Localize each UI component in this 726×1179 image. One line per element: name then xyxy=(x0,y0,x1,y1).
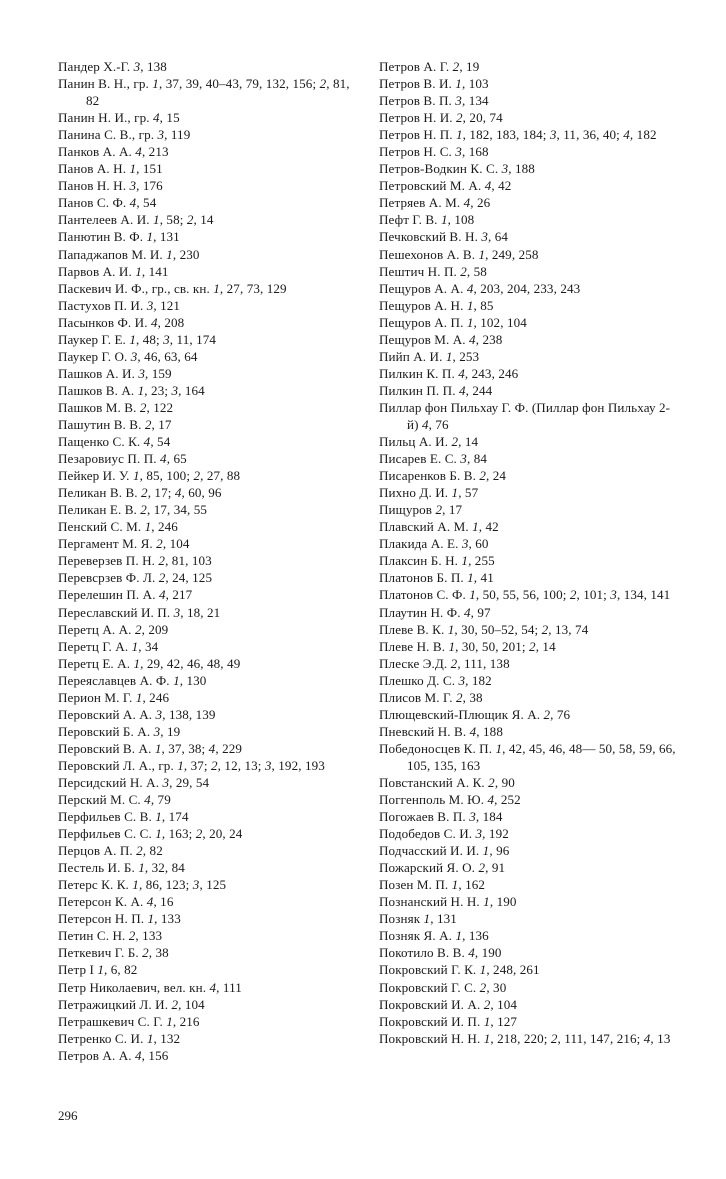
index-entry: Подобедов С. И. 3, 192 xyxy=(379,826,509,842)
index-entry: Перетц Г. А. 1, 34 xyxy=(58,638,159,654)
index-entry: Петин С. Н. 2, 133 xyxy=(58,928,163,944)
index-entry: Персидский Н. А. 3, 29, 54 xyxy=(58,774,210,790)
index-entry: Переславский И. П. 3, 18, 21 xyxy=(58,604,221,620)
index-entry: Парвов А. И. 1, 141 xyxy=(58,263,169,279)
index-entry: Пилкин П. П. 4, 244 xyxy=(379,382,493,398)
index-entry: Перетц А. А. 2, 209 xyxy=(58,621,169,637)
index-entry: Пашутин В. В. 2, 17 xyxy=(58,416,172,432)
index-columns xyxy=(58,58,678,1064)
index-entry: Плешко Д. С. 3, 182 xyxy=(379,672,492,688)
index-entry: Пилкин К. П. 4, 243, 246 xyxy=(379,365,519,381)
index-entry: Перовский В. А. 1, 37, 38; 4, 229 xyxy=(58,740,243,756)
index-entry: Позен М. П. 1, 162 xyxy=(379,877,486,893)
index-entry: Петровский М. А. 4, 42 xyxy=(379,178,512,194)
index-entry: Пихно Д. И. 1, 57 xyxy=(379,485,479,501)
index-entry: Переяславцев А. Ф. 1, 130 xyxy=(58,672,207,688)
index-entry: Покровский Г. К. 1, 248, 261 xyxy=(379,962,540,978)
index-entry: Позняк Я. А. 1, 136 xyxy=(379,928,489,944)
index-entry: Плаутин Н. Ф. 4, 97 xyxy=(379,604,491,620)
index-entry: Панин В. Н., гр. 1, 37, 39, 40–43, 79, 132, 156; 2, 81, 82 xyxy=(58,76,350,109)
index-entry: Пищуров 2, 17 xyxy=(379,502,463,518)
index-entry: Перовский Л. А., гр. 1, 37; 2, 12, 13; 3, 192, 193 xyxy=(58,757,325,773)
index-entry: Петкевич Г. Б. 2, 38 xyxy=(58,945,169,961)
index-entry: Погожаев В. П. 3, 184 xyxy=(379,809,503,825)
index-entry: Петерс К. К. 1, 86, 123; 3, 125 xyxy=(58,877,227,893)
index-entry: Петр Николаевич, вел. кн. 4, 111 xyxy=(58,979,242,995)
index-entry: Петров Н. С. 3, 168 xyxy=(379,144,489,160)
index-entry: Петерсон Н. П. 1, 133 xyxy=(58,911,181,927)
index-entry: Плеске Э.Д. 2, 111, 138 xyxy=(379,655,510,671)
index-entry: Петерсон К. А. 4, 16 xyxy=(58,894,174,910)
page-number: 296 xyxy=(58,1108,78,1123)
index-entry: Пандер Х.-Г. 3, 138 xyxy=(58,59,167,74)
index-entry: Паскевич И. Ф., гр., св. кн. 1, 27, 73, 129 xyxy=(58,280,287,296)
index-entry: Плющевский-Плющик Я. А. 2, 76 xyxy=(379,706,571,722)
index-entry: Пийп А. И. 1, 253 xyxy=(379,348,480,364)
index-entry: Перевсрзев Ф. Л. 2, 24, 125 xyxy=(58,570,213,586)
index-entry: Пападжапов М. И. 1, 230 xyxy=(58,246,200,262)
index-entry: Паукер Г. Е. 1, 48; 3, 11, 174 xyxy=(58,331,217,347)
index-entry: Переверзев П. Н. 2, 81, 103 xyxy=(58,553,212,569)
index-entry: Пенский С. М. 1, 246 xyxy=(58,519,178,535)
index-entry: Писарев Е. С. 3, 84 xyxy=(379,451,487,467)
index-entry: Плаксин Б. Н. 1, 255 xyxy=(379,553,495,569)
index-entry: Плисов М. Г. 2, 38 xyxy=(379,689,483,705)
index-entry: Пантелеев А. И. 1, 58; 2, 14 xyxy=(58,212,214,228)
index-entry: Перетц Е. А. 1, 29, 42, 46, 48, 49 xyxy=(58,655,241,671)
index-entry: Позняк 1, 131 xyxy=(379,911,457,927)
index-column-left xyxy=(58,58,357,1064)
index-entry: Перелешин П. А. 4, 217 xyxy=(58,587,193,603)
index-entry: Петров В. П. 3, 134 xyxy=(379,93,489,109)
index-entry: Покровский И. А. 2, 104 xyxy=(379,996,518,1012)
index-entry: Перский М. С. 4, 79 xyxy=(58,792,171,808)
index-entry: Поггенполь М. Ю. 4, 252 xyxy=(379,792,521,808)
index-entry: Панина С. В., гр. 3, 119 xyxy=(58,127,191,143)
index-entry: Петров В. И. 1, 103 xyxy=(379,76,489,92)
index-entry: Паукер Г. О. 3, 46, 63, 64 xyxy=(58,348,198,364)
index-entry: Панютин В. Ф. 1, 131 xyxy=(58,229,180,245)
index-entry: Плеве Н. В. 1, 30, 50, 201; 2, 14 xyxy=(379,638,556,654)
index-entry: Покровский Г. С. 2, 30 xyxy=(379,979,507,995)
index-entry: Панин Н. И., гр. 4, 15 xyxy=(58,110,180,126)
index-entry: Пасынков Ф. И. 4, 208 xyxy=(58,314,185,330)
index-entry: Пашков В. А. 1, 23; 3, 164 xyxy=(58,382,205,398)
index-entry: Пожарский Я. О. 2, 91 xyxy=(379,860,506,876)
index-entry: Покровский Н. Н. 1, 218, 220; 2, 111, 147, 216; 4, 13 xyxy=(379,1030,671,1046)
index-entry: Петров-Водкин К. С. 3, 188 xyxy=(379,161,535,177)
index-entry: Победоносцев К. П. 1, 42, 45, 46, 48— 50, 58, 59, 66, 105, 135, 163 xyxy=(379,740,676,773)
index-entry: Петряев А. М. 4, 26 xyxy=(379,195,491,211)
index-entry: Перовский А. А. 3, 138, 139 xyxy=(58,706,216,722)
index-entry: Пастухов П. И. 3, 121 xyxy=(58,297,181,313)
index-entry: Пестель И. Б. 1, 32, 84 xyxy=(58,860,185,876)
index-entry: Пейкер И. У. 1, 85, 100; 2, 27, 88 xyxy=(58,468,241,484)
index-entry: Покотило В. В. 4, 190 xyxy=(379,945,502,961)
index-entry: Пещуров А. П. 1, 102, 104 xyxy=(379,314,527,330)
index-entry: Перфильев С. В. 1, 174 xyxy=(58,809,189,825)
index-entry: Петров А. А. 4, 156 xyxy=(58,1047,169,1063)
index-entry: Повстанский А. К. 2, 90 xyxy=(379,774,515,790)
index-entry: Пещуров А. Н. 1, 85 xyxy=(379,297,494,313)
index-entry: Перфильев С. С. 1, 163; 2, 20, 24 xyxy=(58,826,243,842)
index-entry: Подчасский И. И. 1, 96 xyxy=(379,843,510,859)
index-entry: Пашков А. И. 3, 159 xyxy=(58,365,172,381)
index-entry: Петрашкевич С. Г. 1, 216 xyxy=(58,1013,200,1029)
index-entry: Петров Н. П. 1, 182, 183, 184; 3, 11, 36, 40; 4, 182 xyxy=(379,127,657,143)
index-entry: Писаренков Б. В. 2, 24 xyxy=(379,468,507,484)
index-entry: Пашков М. В. 2, 122 xyxy=(58,399,174,415)
index-entry: Перовский Б. А. 3, 19 xyxy=(58,723,181,739)
index-entry: Панов А. Н. 1, 151 xyxy=(58,161,163,177)
index-entry: Петренко С. И. 1, 132 xyxy=(58,1030,181,1046)
index-entry: Перцов А. П. 2, 82 xyxy=(58,843,163,859)
index-entry: Пневский Н. В. 4, 188 xyxy=(379,723,503,739)
index-entry: Пешехонов А. В. 1, 249, 258 xyxy=(379,246,539,262)
index-entry: Покровский И. П. 1, 127 xyxy=(379,1013,518,1029)
index-entry: Перион М. Г. 1, 246 xyxy=(58,689,170,705)
index-entry: Пештич Н. П. 2, 58 xyxy=(379,263,487,279)
index-entry: Познанский Н. Н. 1, 190 xyxy=(379,894,517,910)
index-entry: Пильц А. И. 2, 14 xyxy=(379,434,479,450)
index-column-right xyxy=(379,58,678,1064)
index-entry: Плеве В. К. 1, 30, 50–52, 54; 2, 13, 74 xyxy=(379,621,589,637)
index-entry: Печковский В. Н. 3, 64 xyxy=(379,229,509,245)
index-entry: Плавский А. М. 1, 42 xyxy=(379,519,499,535)
index-entry: Панков А. А. 4, 213 xyxy=(58,144,169,160)
index-entry: Пергамент М. Я. 2, 104 xyxy=(58,536,190,552)
index-entry: Петр I 1, 6, 82 xyxy=(58,962,138,978)
index-entry: Пеликан В. В. 2, 17; 4, 60, 96 xyxy=(58,485,222,501)
index-entry: Панов Н. Н. 3, 176 xyxy=(58,178,163,194)
index-entry: Пиллар фон Пильхау Г. Ф. (Пиллар фон Пильхау 2-й) 4, 76 xyxy=(379,399,671,432)
index-entry: Пещуров М. А. 4, 238 xyxy=(379,331,503,347)
index-entry: Пещуров А. А. 4, 203, 204, 233, 243 xyxy=(379,280,581,296)
index-entry: Плакида А. Е. 3, 60 xyxy=(379,536,489,552)
index-entry: Пеликан Е. В. 2, 17, 34, 55 xyxy=(58,502,208,518)
index-entry: Пащенко С. К. 4, 54 xyxy=(58,434,171,450)
index-entry: Платонов С. Ф. 1, 50, 55, 56, 100; 2, 101; 3, 134, 141 xyxy=(379,587,671,603)
index-entry: Петражицкий Л. И. 2, 104 xyxy=(58,996,205,1012)
index-entry: Платонов Б. П. 1, 41 xyxy=(379,570,494,586)
index-entry: Пезаровиус П. П. 4, 65 xyxy=(58,451,187,467)
index-entry: Пефт Г. В. 1, 108 xyxy=(379,212,475,228)
index-entry: Петров А. Г. 2, 19 xyxy=(379,59,480,74)
index-entry: Панов С. Ф. 4, 54 xyxy=(58,195,157,211)
index-entry: Петров Н. И. 2, 20, 74 xyxy=(379,110,503,126)
